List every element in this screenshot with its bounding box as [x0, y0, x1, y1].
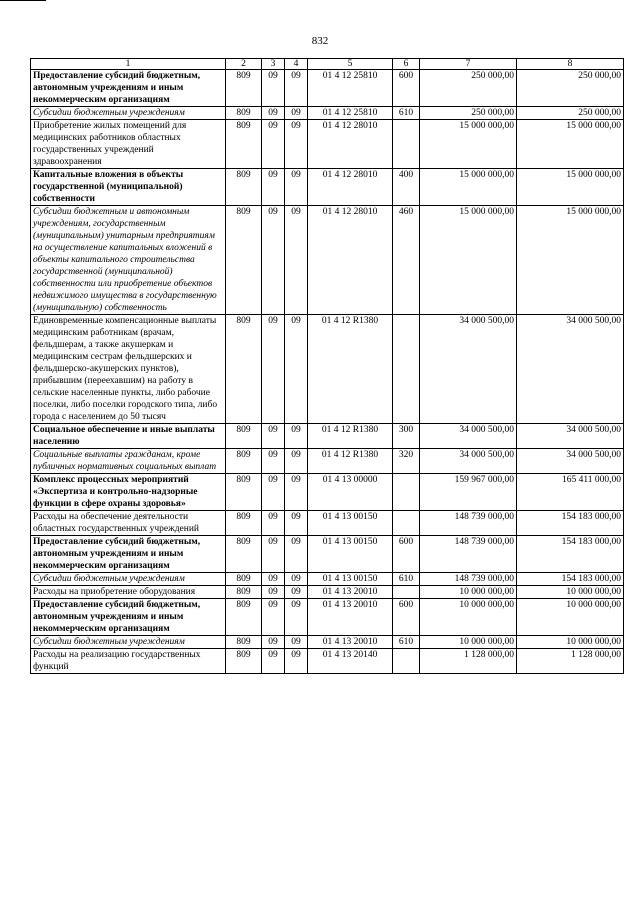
row-target-article: 01 4 12 R1380	[308, 424, 393, 449]
row-amount-year-2: 250 000,00	[517, 70, 624, 107]
header-col-5: 5	[308, 59, 393, 70]
row-section: 09	[262, 206, 285, 315]
row-grbs: 809	[226, 120, 262, 169]
row-section: 09	[262, 649, 285, 674]
row-grbs: 809	[226, 636, 262, 649]
row-section: 09	[262, 449, 285, 474]
row-name: Капитальные вложения в объекты государственной (муниципальной) собственности	[31, 169, 226, 206]
table-row	[31, 206, 624, 315]
row-amount-year-2: 154 183 000,00	[517, 536, 624, 573]
row-name: Субсидии бюджетным учреждениям	[31, 636, 226, 649]
table-row	[31, 107, 624, 120]
row-expense-type: 610	[393, 573, 420, 586]
row-target-article: 01 4 12 28010	[308, 120, 393, 169]
row-amount-year-2: 250 000,00	[517, 107, 624, 120]
row-subsection: 09	[285, 169, 308, 206]
row-subsection: 09	[285, 586, 308, 599]
row-amount-year-2: 10 000 000,00	[517, 586, 624, 599]
row-expense-type	[393, 315, 420, 424]
row-name: Предоставление субсидий бюджетным, автономным учреждениям и иным некоммерческим организациям	[31, 70, 226, 107]
row-target-article: 01 4 12 28010	[308, 206, 393, 315]
row-expense-type	[393, 586, 420, 599]
row-target-article: 01 4 13 20010	[308, 599, 393, 636]
row-amount-year-1: 34 000 500,00	[420, 315, 517, 424]
row-amount-year-1: 1 128 000,00	[420, 649, 517, 674]
row-grbs: 809	[226, 315, 262, 424]
row-expense-type: 610	[393, 107, 420, 120]
row-expense-type: 600	[393, 599, 420, 636]
row-amount-year-1: 148 739 000,00	[420, 536, 517, 573]
row-name: Предоставление субсидий бюджетным, автономным учреждениям и иным некоммерческим организациям	[31, 536, 226, 573]
row-name: Приобретение жилых помещений для медицинских работников областных государственных учреждений здравоохранения	[31, 120, 226, 169]
budget-table	[30, 58, 624, 674]
row-name: Расходы на обеспечение деятельности областных государственных учреждений	[31, 511, 226, 536]
row-name: Субсидии бюджетным учреждениям	[31, 573, 226, 586]
row-expense-type: 320	[393, 449, 420, 474]
row-section: 09	[262, 424, 285, 449]
row-amount-year-1: 34 000 500,00	[420, 449, 517, 474]
row-section: 09	[262, 511, 285, 536]
row-amount-year-1: 10 000 000,00	[420, 586, 517, 599]
row-section: 09	[262, 474, 285, 511]
row-amount-year-1: 10 000 000,00	[420, 636, 517, 649]
row-amount-year-2: 165 411 000,00	[517, 474, 624, 511]
table-row	[31, 169, 624, 206]
row-subsection: 09	[285, 449, 308, 474]
header-col-7: 7	[420, 59, 517, 70]
row-expense-type	[393, 474, 420, 511]
row-expense-type: 600	[393, 70, 420, 107]
row-name: Социальные выплаты гражданам, кроме публичных нормативных социальных выплат	[31, 449, 226, 474]
row-subsection: 09	[285, 424, 308, 449]
row-grbs: 809	[226, 474, 262, 511]
row-subsection: 09	[285, 474, 308, 511]
row-grbs: 809	[226, 536, 262, 573]
row-amount-year-1: 250 000,00	[420, 70, 517, 107]
row-grbs: 809	[226, 70, 262, 107]
table-row	[31, 586, 624, 599]
row-subsection: 09	[285, 70, 308, 107]
row-amount-year-2: 34 000 500,00	[517, 315, 624, 424]
row-name: Субсидии бюджетным и автономным учреждениям, государственным (муниципальным) унитарным предприятиям на осуществление капитальных вложений в объекты капитального строительства государственной (муниципальной) собственности или приобретение объектов недвижимого имущества в государственную (муниципальную) собственность	[31, 206, 226, 315]
row-amount-year-1: 15 000 000,00	[420, 206, 517, 315]
row-target-article: 01 4 13 20140	[308, 649, 393, 674]
row-subsection: 09	[285, 636, 308, 649]
row-target-article: 01 4 12 28010	[308, 169, 393, 206]
row-amount-year-2: 10 000 000,00	[517, 636, 624, 649]
row-target-article: 01 4 13 00150	[308, 573, 393, 586]
row-subsection: 09	[285, 599, 308, 636]
row-grbs: 809	[226, 599, 262, 636]
row-expense-type: 460	[393, 206, 420, 315]
row-target-article: 01 4 13 20010	[308, 636, 393, 649]
row-target-article: 01 4 13 20010	[308, 586, 393, 599]
header-col-4: 4	[285, 59, 308, 70]
table-row	[31, 120, 624, 169]
row-amount-year-2: 10 000 000,00	[517, 599, 624, 636]
row-grbs: 809	[226, 424, 262, 449]
table-row	[31, 573, 624, 586]
row-amount-year-2: 154 183 000,00	[517, 573, 624, 586]
row-target-article: 01 4 12 25810	[308, 70, 393, 107]
row-name: Комплекс процессных мероприятий «Экспертиза и контрольно-надзорные функции в сфере охраны здоровья»	[31, 474, 226, 511]
row-expense-type	[393, 511, 420, 536]
row-amount-year-2: 15 000 000,00	[517, 169, 624, 206]
row-section: 09	[262, 107, 285, 120]
row-subsection: 09	[285, 120, 308, 169]
table-row	[31, 424, 624, 449]
row-section: 09	[262, 586, 285, 599]
row-subsection: 09	[285, 315, 308, 424]
row-grbs: 809	[226, 107, 262, 120]
row-grbs: 809	[226, 449, 262, 474]
table-row	[31, 511, 624, 536]
row-amount-year-1: 15 000 000,00	[420, 120, 517, 169]
header-row	[31, 59, 624, 70]
table-row	[31, 449, 624, 474]
row-expense-type: 600	[393, 536, 420, 573]
row-expense-type: 300	[393, 424, 420, 449]
row-amount-year-2: 154 183 000,00	[517, 511, 624, 536]
row-target-article: 01 4 12 R1380	[308, 315, 393, 424]
row-amount-year-2: 34 000 500,00	[517, 424, 624, 449]
row-amount-year-2: 34 000 500,00	[517, 449, 624, 474]
row-grbs: 809	[226, 649, 262, 674]
row-amount-year-2: 1 128 000,00	[517, 649, 624, 674]
row-grbs: 809	[226, 169, 262, 206]
table-row	[31, 636, 624, 649]
header-col-2: 2	[226, 59, 262, 70]
row-amount-year-1: 10 000 000,00	[420, 599, 517, 636]
row-section: 09	[262, 599, 285, 636]
row-subsection: 09	[285, 536, 308, 573]
header-col-6: 6	[393, 59, 420, 70]
row-subsection: 09	[285, 206, 308, 315]
row-name: Предоставление субсидий бюджетным, автономным учреждениям и иным некоммерческим организациям	[31, 599, 226, 636]
table-row	[31, 599, 624, 636]
row-section: 09	[262, 169, 285, 206]
row-subsection: 09	[285, 649, 308, 674]
row-target-article: 01 4 12 R1380	[308, 449, 393, 474]
row-subsection: 09	[285, 107, 308, 120]
row-section: 09	[262, 315, 285, 424]
row-section: 09	[262, 536, 285, 573]
row-section: 09	[262, 70, 285, 107]
table-row	[31, 536, 624, 573]
row-subsection: 09	[285, 511, 308, 536]
table-row	[31, 649, 624, 674]
row-expense-type: 610	[393, 636, 420, 649]
row-target-article: 01 4 13 00150	[308, 511, 393, 536]
scan-edge-mark	[0, 0, 46, 1]
row-subsection: 09	[285, 573, 308, 586]
row-target-article: 01 4 13 00000	[308, 474, 393, 511]
row-name: Единовременные компенсационные выплаты медицинским работникам (врачам, фельдшерам, а также акушеркам и медицинским сестрам фельдшерских и фельдшерско-акушерских пунктов), прибывшим (переехавшим) на работу в сельские населенные пункты, либо рабочие поселки, либо поселки городского типа, либо города с населением до 50 тысяч	[31, 315, 226, 424]
row-name: Социальное обеспечение и иные выплаты населению	[31, 424, 226, 449]
row-amount-year-1: 250 000,00	[420, 107, 517, 120]
row-grbs: 809	[226, 511, 262, 536]
row-name: Субсидии бюджетным учреждениям	[31, 107, 226, 120]
row-grbs: 809	[226, 586, 262, 599]
row-amount-year-1: 148 739 000,00	[420, 511, 517, 536]
page-number: 832	[311, 35, 329, 47]
table-row	[31, 70, 624, 107]
row-target-article: 01 4 12 25810	[308, 107, 393, 120]
row-amount-year-1: 148 739 000,00	[420, 573, 517, 586]
row-expense-type	[393, 649, 420, 674]
row-grbs: 809	[226, 206, 262, 315]
row-amount-year-2: 15 000 000,00	[517, 206, 624, 315]
header-col-8: 8	[517, 59, 624, 70]
row-amount-year-1: 159 967 000,00	[420, 474, 517, 511]
row-section: 09	[262, 120, 285, 169]
header-col-3: 3	[262, 59, 285, 70]
table-row	[31, 315, 624, 424]
row-target-article: 01 4 13 00150	[308, 536, 393, 573]
header-col-1: 1	[31, 59, 226, 70]
row-expense-type	[393, 120, 420, 169]
row-section: 09	[262, 636, 285, 649]
row-section: 09	[262, 573, 285, 586]
row-grbs: 809	[226, 573, 262, 586]
row-amount-year-1: 34 000 500,00	[420, 424, 517, 449]
row-amount-year-2: 15 000 000,00	[517, 120, 624, 169]
table-row	[31, 474, 624, 511]
row-name: Расходы на реализацию государственных функций	[31, 649, 226, 674]
row-amount-year-1: 15 000 000,00	[420, 169, 517, 206]
row-name: Расходы на приобретение оборудования	[31, 586, 226, 599]
row-expense-type: 400	[393, 169, 420, 206]
